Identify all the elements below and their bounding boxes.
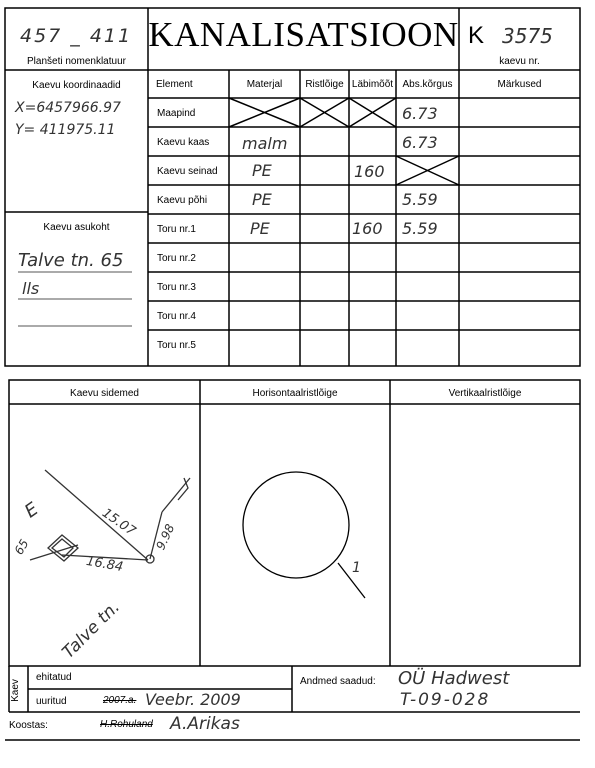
location-label: Kaevu asukoht — [43, 222, 110, 233]
data-from-label: Andmed saadud: — [300, 676, 376, 687]
row-element-label: Toru nr.2 — [157, 253, 196, 264]
compiled-old-value: H.Rohuland — [100, 719, 153, 730]
circle-pipe-number: 1 — [352, 560, 361, 576]
row-diameter: 160 — [352, 219, 383, 238]
sketch-dim-998: 9.98 — [153, 521, 178, 553]
col-notes-header: Märkused — [497, 79, 542, 90]
row-element-label: Kaevu seinad — [157, 166, 218, 177]
surveyed-value: Veebr. 2009 — [145, 690, 241, 709]
row-material: malm — [242, 134, 288, 153]
location-line-2: lls — [22, 279, 40, 298]
horizontal-section-header: Horisontaalristlõige — [252, 388, 338, 399]
sketch-dim-1507: 15.07 — [99, 505, 139, 540]
built-label: ehitatud — [36, 672, 72, 683]
vertical-section-header: Vertikaalristlõige — [448, 388, 522, 399]
row-element-label: Toru nr.5 — [157, 340, 196, 351]
well-prefix: K — [468, 22, 485, 49]
page-title: KANALISATSIOON — [148, 15, 459, 54]
row-material: PE — [252, 190, 272, 209]
row-element-label: Toru nr.4 — [157, 311, 196, 322]
nomenclature-label: Planšeti nomenklatuur — [27, 56, 126, 67]
row-abs-height: 5.59 — [402, 190, 438, 209]
compiled-value: A.Arikas — [170, 714, 240, 734]
coordinates-label: Kaevu koordinaadid — [32, 80, 121, 91]
kaev-side-label: Kaev — [9, 679, 21, 702]
well-circle — [243, 472, 349, 578]
row-abs-height: 6.73 — [402, 133, 438, 152]
sketch-street-label: Talve tn. — [58, 597, 124, 663]
data-from-code: T-09-028 — [400, 690, 491, 710]
connections-header: Kaevu sidemed — [70, 388, 139, 399]
sketch-dim-1684: 16.84 — [84, 553, 125, 576]
row-abs-height: 5.59 — [402, 219, 438, 238]
data-from-value: OÜ Hadwest — [398, 668, 510, 689]
row-element-label: Kaevu põhi — [157, 195, 208, 206]
sketch-dim-65: 65 — [11, 536, 32, 558]
row-element-label: Kaevu kaas — [157, 137, 210, 148]
row-material: PE — [252, 161, 272, 180]
col-abs-height-header: Abs.kõrgus — [402, 79, 453, 90]
nomenclature-value: 457 _ 411 — [20, 25, 133, 47]
location-line-1: Talve tn. 65 — [18, 250, 124, 271]
surveyed-label: uuritud — [36, 696, 67, 707]
well-number: 3575 — [502, 24, 553, 48]
col-element-header: Element — [156, 79, 193, 90]
row-element-label: Maapind — [157, 108, 196, 119]
surveyed-old-value: 2007.a. — [103, 695, 137, 706]
coordinate-y: Y= 411975.11 — [15, 122, 116, 138]
col-cross-section-header: Ristlõige — [305, 79, 344, 90]
col-material-header: Materjal — [246, 79, 283, 90]
sketch-e-label: E — [21, 498, 43, 523]
col-diameter-header: Läbimõõt — [351, 79, 394, 90]
well-number-label: kaevu nr. — [499, 56, 540, 67]
row-diameter: 160 — [354, 162, 385, 181]
coordinate-x: X=6457966.97 — [15, 100, 121, 116]
row-material: PE — [250, 219, 270, 238]
row-element-label: Toru nr.3 — [157, 282, 196, 293]
row-abs-height: 6.73 — [402, 104, 438, 123]
row-element-label: Toru nr.1 — [157, 224, 196, 235]
compiled-label: Koostas: — [9, 720, 48, 731]
